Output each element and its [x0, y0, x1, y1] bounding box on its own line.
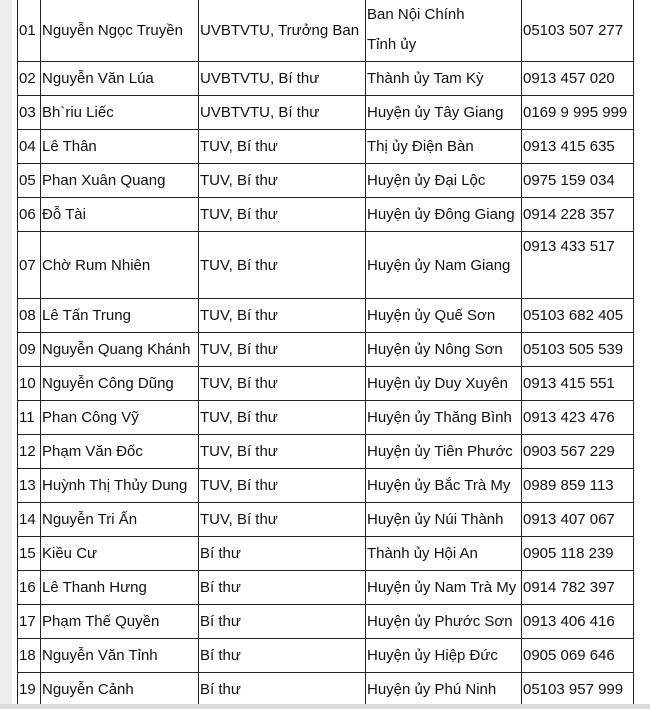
table-row	[18, 0, 634, 62]
name-cell: Nguyễn Ngọc Truyền	[41, 0, 199, 62]
name-cell: Nguyễn Công Dũng	[41, 367, 199, 401]
unit-cell: Huyện ủy Tây Giang	[366, 96, 522, 130]
table-row	[18, 96, 634, 130]
unit-cell: Huyện ủy Tiên Phước	[366, 435, 522, 469]
position-cell: Bí thư	[199, 605, 366, 639]
position-cell: TUV, Bí thư	[199, 503, 366, 537]
row-number: 17	[18, 605, 41, 639]
position-cell: TUV, Bí thư	[199, 469, 366, 503]
position-cell: TUV, Bí thư	[199, 435, 366, 469]
phone-cell: 0914 228 357	[522, 198, 634, 232]
row-number: 05	[18, 164, 41, 198]
name-cell: Phạm Thế Quyền	[41, 605, 199, 639]
name-cell: Kiều Cư	[41, 537, 199, 571]
phone-cell: 05103 507 277	[522, 0, 634, 62]
position-cell: Bí thư	[199, 639, 366, 673]
position-cell: UVBTVTU, Trưởng Ban	[199, 0, 366, 62]
phone-cell: 0913 433 517	[522, 232, 634, 299]
table-row	[18, 503, 634, 537]
row-number: 09	[18, 333, 41, 367]
name-cell: Lê Tấn Trung	[41, 299, 199, 333]
table-row	[18, 571, 634, 605]
name-cell: Nguyễn Cảnh	[41, 673, 199, 707]
table-row	[18, 401, 634, 435]
phone-cell: 0975 159 034	[522, 164, 634, 198]
phone-cell: 0913 406 416	[522, 605, 634, 639]
position-cell: TUV, Bí thư	[199, 232, 366, 299]
row-number: 07	[18, 232, 41, 299]
table-row	[18, 333, 634, 367]
table-row	[18, 299, 634, 333]
position-cell: Bí thư	[199, 673, 366, 707]
table-row	[18, 639, 634, 673]
row-number: 18	[18, 639, 41, 673]
unit-cell	[366, 0, 522, 62]
position-cell: TUV, Bí thư	[199, 198, 366, 232]
phone-cell: 0914 782 397	[522, 571, 634, 605]
row-number: 04	[18, 130, 41, 164]
table-row	[18, 232, 634, 299]
table-row	[18, 673, 634, 707]
phone-cell: 0913 415 551	[522, 367, 634, 401]
table-row	[18, 130, 634, 164]
unit-cell: Huyện ủy Nam Giang	[366, 232, 522, 299]
position-cell: UVBTVTU, Bí thư	[199, 62, 366, 96]
unit-cell: Huyện ủy Hiệp Đức	[366, 639, 522, 673]
row-number: 19	[18, 673, 41, 707]
unit-cell: Huyện ủy Thăng Bình	[366, 401, 522, 435]
name-cell: Bh`riu Liếc	[41, 96, 199, 130]
phone-cell: 0913 415 635	[522, 130, 634, 164]
phone-cell: 05103 682 405	[522, 299, 634, 333]
table-row	[18, 537, 634, 571]
unit-cell: Huyện ủy Quế Sơn	[366, 299, 522, 333]
table-row	[18, 164, 634, 198]
position-cell: UVBTVTU, Bí thư	[199, 96, 366, 130]
table-row	[18, 62, 634, 96]
left-margin	[0, 0, 12, 709]
row-number: 15	[18, 537, 41, 571]
phone-cell: 0169 9 995 999	[522, 96, 634, 130]
position-cell: Bí thư	[199, 537, 366, 571]
horizontal-scrollbar[interactable]	[0, 704, 650, 709]
table-row	[18, 435, 634, 469]
name-cell: Chờ Rum Nhiên	[41, 232, 199, 299]
name-cell: Nguyễn Văn Tỉnh	[41, 639, 199, 673]
name-cell: Đỗ Tài	[41, 198, 199, 232]
name-cell: Nguyễn Quang Khánh	[41, 333, 199, 367]
unit-line: Tỉnh ủy	[367, 36, 417, 53]
unit-cell: Huyện ủy Nam Trà My	[366, 571, 522, 605]
table-row	[18, 198, 634, 232]
position-cell: TUV, Bí thư	[199, 130, 366, 164]
row-number: 13	[18, 469, 41, 503]
row-number: 14	[18, 503, 41, 537]
position-cell: TUV, Bí thư	[199, 401, 366, 435]
name-cell: Phan Xuân Quang	[41, 164, 199, 198]
unit-cell: Huyện ủy Núi Thành	[366, 503, 522, 537]
unit-cell: Huyện ủy Phú Ninh	[366, 673, 522, 707]
row-number: 03	[18, 96, 41, 130]
phone-cell: 0989 859 113	[522, 469, 634, 503]
name-cell: Huỳnh Thị Thủy Dung	[41, 469, 199, 503]
unit-cell: Huyện ủy Đại Lộc	[366, 164, 522, 198]
unit-cell: Huyện ủy Phước Sơn	[366, 605, 522, 639]
name-cell: Nguyễn Tri Ấn	[41, 503, 199, 537]
row-number: 08	[18, 299, 41, 333]
phone-cell: 05103 505 539	[522, 333, 634, 367]
table-row	[18, 469, 634, 503]
position-cell: TUV, Bí thư	[199, 299, 366, 333]
unit-cell: Thị ủy Điện Bàn	[366, 130, 522, 164]
position-cell: TUV, Bí thư	[199, 164, 366, 198]
phone-cell: 0913 423 476	[522, 401, 634, 435]
phone-cell: 0905 069 646	[522, 639, 634, 673]
unit-cell: Huyện ủy Duy Xuyên	[366, 367, 522, 401]
position-cell: TUV, Bí thư	[199, 333, 366, 367]
row-number: 01	[18, 0, 41, 62]
row-number: 06	[18, 198, 41, 232]
unit-cell: Huyện ủy Nông Sơn	[366, 333, 522, 367]
row-number: 02	[18, 62, 41, 96]
row-number: 12	[18, 435, 41, 469]
row-number: 11	[18, 401, 41, 435]
unit-cell: Thành ủy Hội An	[366, 537, 522, 571]
row-number: 10	[18, 367, 41, 401]
name-cell: Nguyễn Văn Lúa	[41, 62, 199, 96]
phone-cell: 0905 118 239	[522, 537, 634, 571]
name-cell: Phan Công Vỹ	[41, 401, 199, 435]
row-number: 16	[18, 571, 41, 605]
officials-table	[17, 0, 634, 707]
name-cell: Lê Thanh Hưng	[41, 571, 199, 605]
unit-cell: Huyện ủy Đông Giang	[366, 198, 522, 232]
table-row	[18, 605, 634, 639]
name-cell: Lê Thân	[41, 130, 199, 164]
position-cell: Bí thư	[199, 571, 366, 605]
position-cell: TUV, Bí thư	[199, 367, 366, 401]
table-row	[18, 367, 634, 401]
unit-line: Ban Nội Chính	[367, 6, 465, 23]
phone-cell: 05103 957 999	[522, 673, 634, 707]
phone-cell: 0903 567 229	[522, 435, 634, 469]
phone-cell: 0913 457 020	[522, 62, 634, 96]
unit-cell: Thành ủy Tam Kỳ	[366, 62, 522, 96]
name-cell: Phạm Văn Đốc	[41, 435, 199, 469]
phone-cell: 0913 407 067	[522, 503, 634, 537]
unit-cell: Huyện ủy Bắc Trà My	[366, 469, 522, 503]
